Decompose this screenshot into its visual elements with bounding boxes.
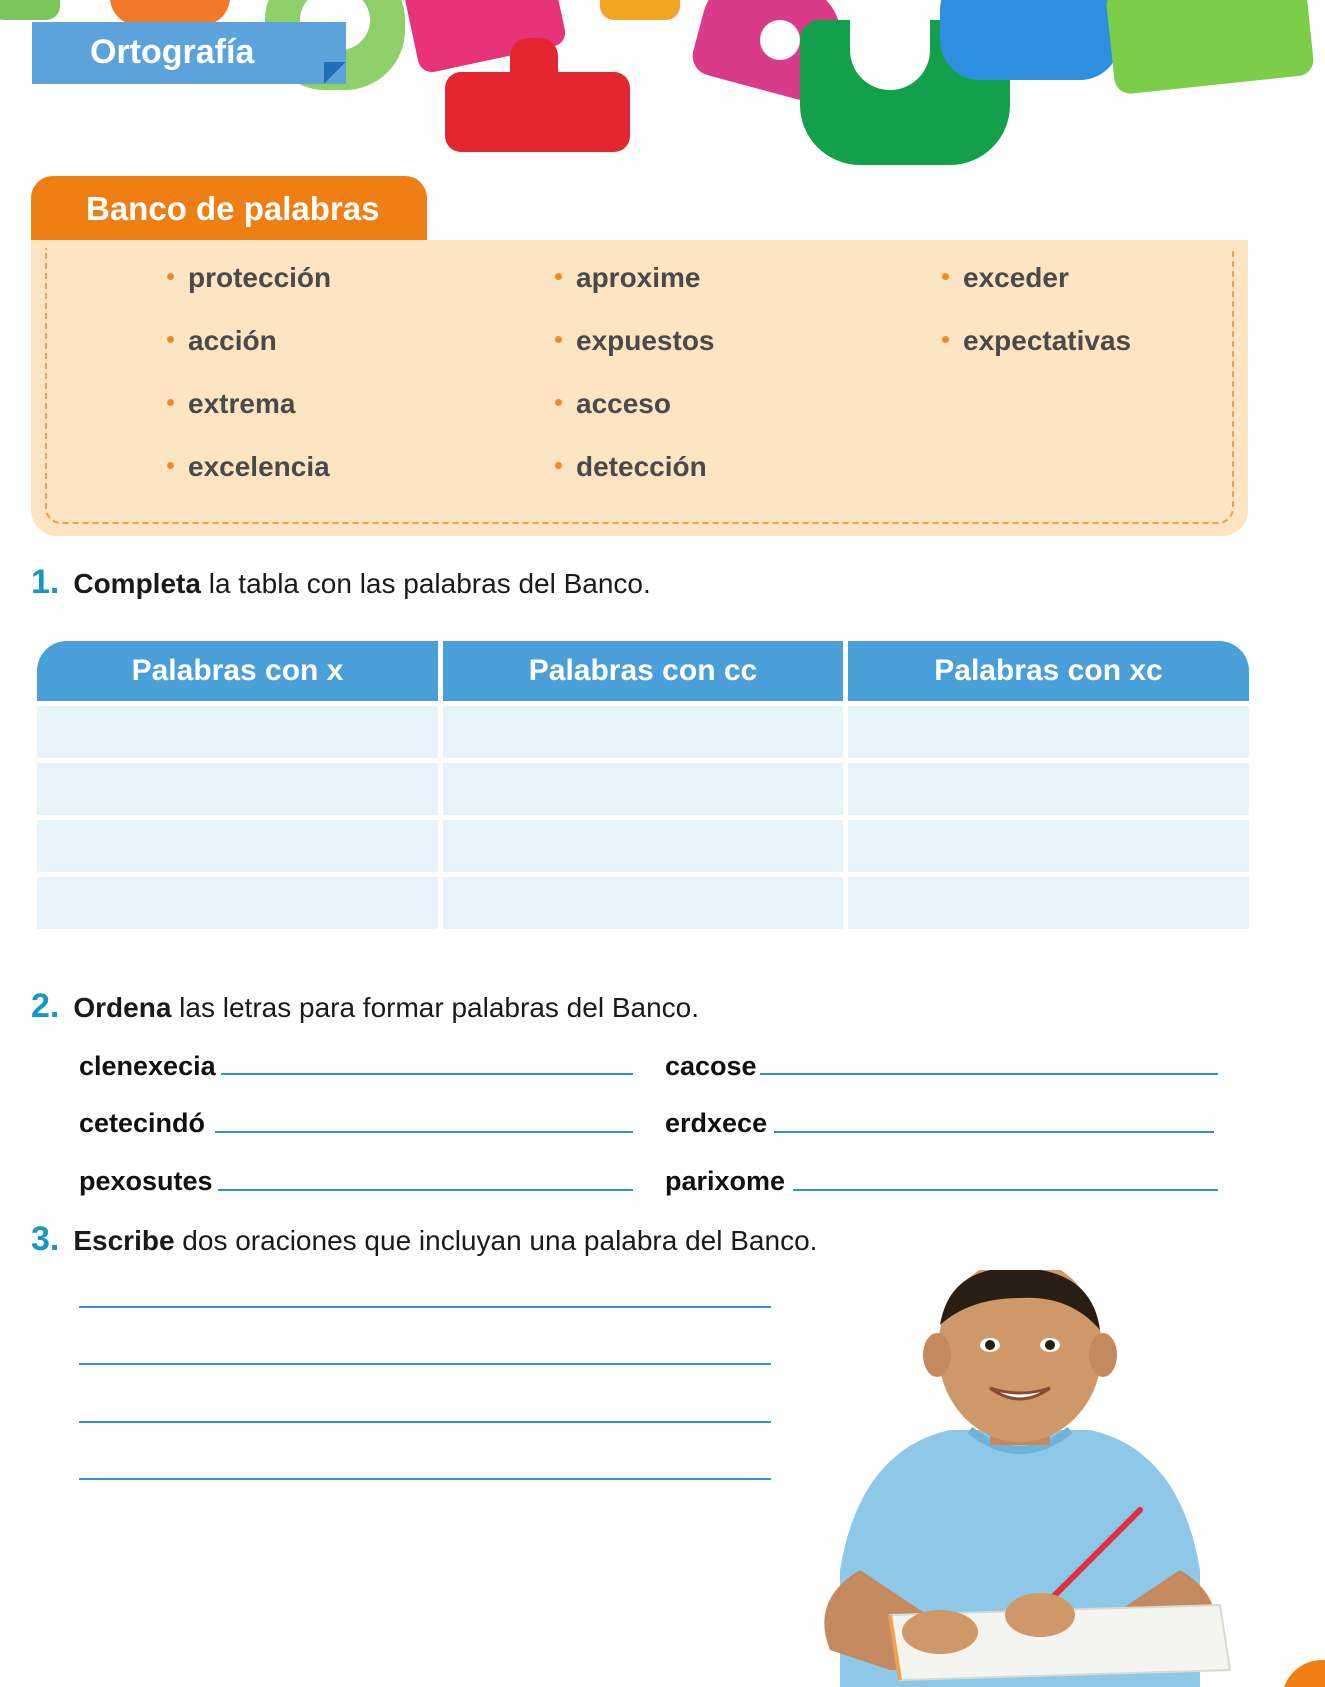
bullet-icon: [555, 399, 562, 406]
table-header-cell: Palabras con xc: [848, 641, 1249, 701]
exercise-text: dos oraciones que incluyan una palabra del Banco.: [174, 1225, 818, 1256]
bank-word: expectativas: [942, 325, 1131, 357]
scrambled-word: cetecindó: [79, 1108, 206, 1138]
sentence-line[interactable]: [79, 1421, 771, 1423]
scrambled-word: erdxece: [665, 1108, 768, 1138]
bullet-icon: [167, 399, 174, 406]
bank-word: extrema: [167, 388, 295, 420]
bullet-icon: [167, 273, 174, 280]
sentence-line[interactable]: [79, 1363, 771, 1365]
exercise-3-instruction: [31, 1220, 817, 1259]
table-cell-input[interactable]: [37, 706, 438, 758]
scrambled-word: parixome: [665, 1166, 786, 1196]
exercise-2-instruction: [31, 987, 699, 1026]
bullet-icon: [942, 273, 949, 280]
table-row: [37, 763, 1249, 815]
table-cell-input[interactable]: [848, 763, 1249, 815]
exercise-verb: Escribe: [73, 1225, 175, 1256]
bank-word: aproxime: [555, 262, 701, 294]
table-cell-input[interactable]: [848, 706, 1249, 758]
table-cell-input[interactable]: [848, 877, 1249, 929]
bullet-icon: [167, 336, 174, 343]
exercise-number: 1.: [31, 563, 60, 601]
bank-word: expuestos: [555, 325, 715, 357]
table-cell-input[interactable]: [37, 820, 438, 872]
sentence-line[interactable]: [79, 1306, 771, 1308]
bullet-icon: [942, 336, 949, 343]
scrambled-word: clenexecia: [79, 1051, 216, 1081]
table-header-cell: Palabras con cc: [443, 641, 843, 701]
bullet-icon: [555, 336, 562, 343]
bank-word: exceder: [942, 262, 1069, 294]
exercise-text: las letras para formar palabras del Banco.: [171, 992, 699, 1023]
answer-line[interactable]: [760, 1073, 1218, 1075]
bank-word: acceso: [555, 388, 671, 420]
bank-word: acción: [167, 325, 277, 357]
table-header-cell: Palabras con x: [37, 641, 438, 701]
table-cell-input[interactable]: [443, 706, 843, 758]
table-row: [37, 877, 1249, 929]
classification-table: [37, 641, 1249, 929]
table-header-row: [37, 641, 1249, 701]
exercise-verb: Ordena: [73, 992, 172, 1023]
exercise-1-instruction: [31, 563, 651, 602]
table-cell-input[interactable]: [848, 820, 1249, 872]
section-tab: [32, 22, 346, 84]
bullet-icon: [167, 462, 174, 469]
word-bank-header: [31, 176, 427, 242]
table-cell-input[interactable]: [443, 877, 843, 929]
bullet-icon: [555, 462, 562, 469]
table-row: [37, 706, 1249, 758]
exercise-text: la tabla con las palabras del Banco.: [200, 568, 651, 599]
answer-line[interactable]: [221, 1073, 633, 1075]
exercise-verb: Completa: [73, 568, 201, 599]
bank-word: excelencia: [167, 451, 330, 483]
exercise-number: 2.: [31, 987, 60, 1025]
table-cell-input[interactable]: [37, 763, 438, 815]
table-cell-input[interactable]: [37, 877, 438, 929]
table-row: [37, 820, 1249, 872]
answer-line[interactable]: [218, 1189, 633, 1191]
bullet-icon: [555, 273, 562, 280]
exercise-number: 3.: [31, 1220, 60, 1258]
table-cell-input[interactable]: [443, 820, 843, 872]
answer-line[interactable]: [215, 1131, 633, 1133]
page-corner-decoration: [1282, 1660, 1325, 1687]
section-title: Ortografía: [90, 33, 255, 71]
scrambled-word: cacose: [665, 1051, 757, 1081]
table-cell-input[interactable]: [443, 763, 843, 815]
sentence-line[interactable]: [79, 1478, 771, 1480]
word-bank-title: Banco de palabras: [86, 190, 380, 227]
answer-line[interactable]: [793, 1189, 1218, 1191]
boy-writing-illustration: [800, 1270, 1240, 1687]
answer-line[interactable]: [774, 1131, 1214, 1133]
bank-word: detección: [555, 451, 707, 483]
page-fold-decoration: [324, 62, 346, 84]
scrambled-word: pexosutes: [79, 1166, 213, 1196]
bank-word: protección: [167, 262, 331, 294]
